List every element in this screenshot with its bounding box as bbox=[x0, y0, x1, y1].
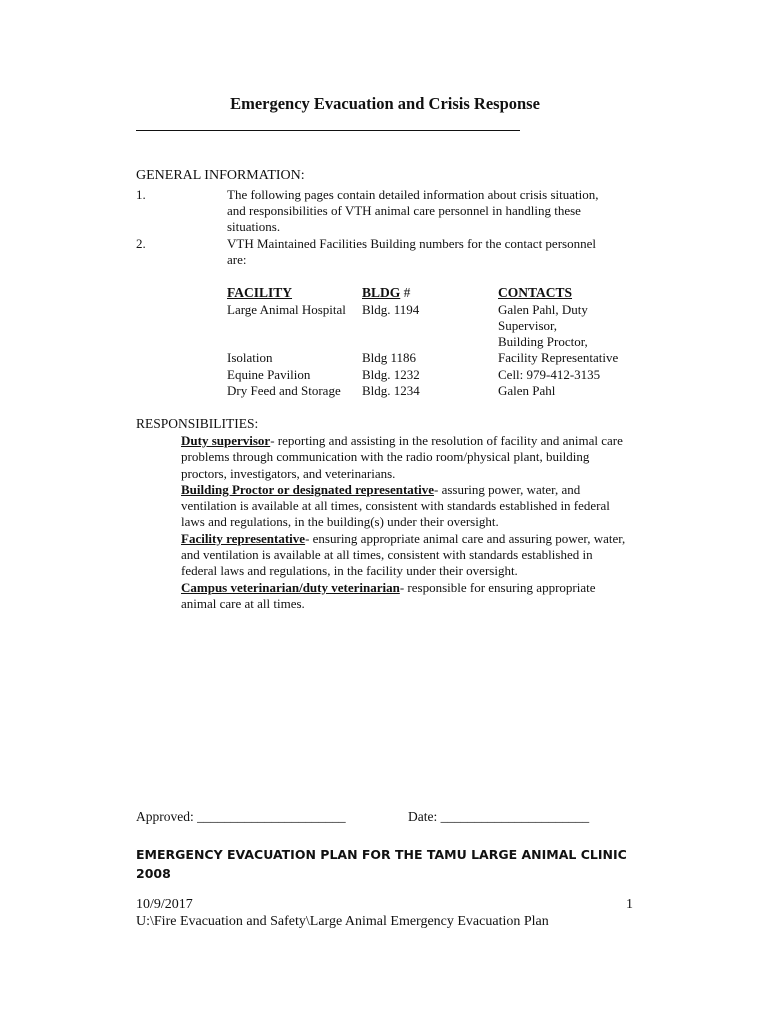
responsibility-description: - reporting and assisting in the resolution of facility and animal care problems through communication with the radio room/physical plant, building proctors, investigators, and veterinarians. bbox=[181, 433, 623, 481]
general-information-heading bbox=[136, 168, 305, 184]
item-number-2: 2. bbox=[136, 236, 146, 251]
contact-line: Galen Pahl, Duty bbox=[498, 302, 588, 317]
table-header-facility: FACILITY bbox=[227, 285, 293, 300]
plan-title-line-1: EMERGENCY EVACUATION PLAN FOR THE TAMU LARGE ANIMAL CLINIC bbox=[136, 847, 627, 862]
responsibility-item bbox=[181, 433, 631, 482]
page-title: Emergency Evacuation and Crisis Response bbox=[230, 94, 540, 113]
responsibilities-heading-colon: : bbox=[254, 416, 259, 431]
table-header-bldg bbox=[362, 285, 410, 301]
contact-line: Facility Representative bbox=[498, 350, 619, 365]
contact-line: Cell: 979-412-3135 bbox=[498, 367, 601, 382]
plan-title bbox=[136, 845, 627, 883]
responsibility-description: - assuring power, water, and ventilation is available at all times, consistent with standards established in federal laws and regulations, in the building(s) under their oversight. bbox=[181, 481, 610, 530]
date-signature-line: Date: ______________________ bbox=[408, 809, 590, 824]
footer-date: 10/9/2017 bbox=[136, 897, 193, 912]
facility-name: Dry Feed and Storage bbox=[227, 383, 341, 398]
plan-title-line-2: 2008 bbox=[136, 866, 171, 881]
facility-name: Large Animal Hospital bbox=[227, 302, 346, 317]
responsibility-item bbox=[181, 580, 631, 613]
table-header-contacts: CONTACTS bbox=[498, 285, 573, 300]
facility-bldg: Bldg. 1194 bbox=[362, 302, 420, 317]
responsibility-term: Campus veterinarian/duty veterinarian bbox=[181, 579, 400, 595]
facility-bldg: Bldg. 1232 bbox=[362, 367, 420, 382]
general-heading-colon: : bbox=[300, 168, 305, 183]
responsibilities-heading-text: RESPONSIBILITIES bbox=[136, 416, 255, 431]
responsibility-item bbox=[181, 482, 631, 531]
item-1-line-1: The following pages contain detailed information about crisis situation, bbox=[227, 187, 599, 202]
responsibility-term: Facility representative bbox=[181, 530, 306, 546]
responsibilities-heading bbox=[136, 416, 258, 432]
responsibility-term: Duty supervisor bbox=[181, 433, 271, 448]
contact-line: Galen Pahl bbox=[498, 383, 556, 398]
contact-line: Building Proctor, bbox=[498, 334, 588, 349]
responsibility-description: - ensuring appropriate animal care and assuring power, water, and ventilation is available at all times, consistent with standards established in federal laws and regulations, in the facility under their oversight. bbox=[181, 530, 626, 579]
responsibility-description: - responsible for ensuring appropriate animal care at all times. bbox=[181, 579, 596, 611]
item-2-line-2: are: bbox=[227, 252, 247, 267]
approved-signature-line: Approved: ______________________ bbox=[136, 809, 346, 824]
general-heading-text: GENERAL INFORMATION bbox=[136, 168, 301, 183]
table-header-bldg-text: BLDG bbox=[362, 285, 401, 300]
page-number: 1 bbox=[626, 897, 633, 912]
facility-bldg: Bldg. 1234 bbox=[362, 383, 420, 398]
facility-name: Equine Pavilion bbox=[227, 367, 311, 382]
footer-file-path: U:\Fire Evacuation and Safety\Large Animal Emergency Evacuation Plan bbox=[136, 914, 549, 929]
item-number-1: 1. bbox=[136, 187, 146, 202]
responsibility-term: Building Proctor or designated representative bbox=[181, 481, 435, 497]
title-underline bbox=[136, 130, 520, 131]
facility-name: Isolation bbox=[227, 350, 273, 365]
contact-line: Supervisor, bbox=[498, 318, 558, 333]
item-1-line-2: and responsibilities of VTH animal care personnel in handling these bbox=[227, 203, 581, 218]
item-1-line-3: situations. bbox=[227, 219, 281, 234]
table-header-bldg-suffix: # bbox=[400, 285, 411, 300]
responsibility-item bbox=[181, 531, 631, 580]
item-2-line-1: VTH Maintained Facilities Building numbers for the contact personnel bbox=[227, 236, 596, 251]
facility-bldg: Bldg 1186 bbox=[362, 350, 417, 365]
responsibilities-list bbox=[181, 433, 631, 612]
